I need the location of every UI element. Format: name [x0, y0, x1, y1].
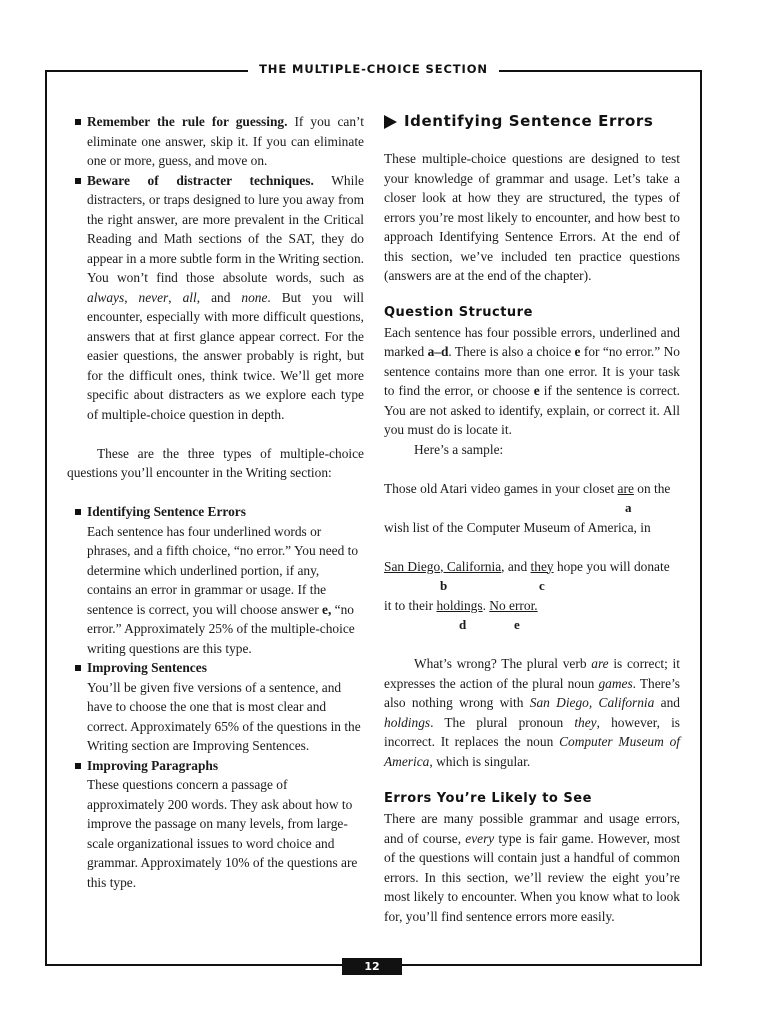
question-types-list — [67, 502, 364, 892]
choice-label-c: c — [539, 578, 545, 593]
tip-title: Remember the rule for guessing. — [87, 114, 288, 129]
text-run: , however, is incorrect. It replaces the noun — [384, 714, 681, 749]
choice-label-b: b — [440, 578, 448, 593]
emphasis-word: none — [241, 289, 268, 305]
errors-likely-heading: Errors You’re Likely to See — [384, 791, 592, 806]
section-intro: These multiple-choice questions are designed to test your knowledge of grammar and usage. Let’s take a closer look at how they are structured, the types of errors you’re most likely to encounter, and how best to approach Identifying Sentence Errors. At the end of this section, we’ve included ten practice questions (answers are at the end of the chapter). — [384, 151, 680, 283]
left-column — [67, 112, 364, 892]
errors-likely-text — [384, 809, 680, 926]
tips-list — [67, 112, 364, 424]
label-row-4 — [384, 615, 680, 635]
bullet-square-icon — [75, 665, 81, 671]
bullet-square-icon — [75, 119, 81, 125]
type-title: Improving Paragraphs — [87, 757, 219, 773]
choice-label-a: a — [625, 500, 632, 515]
text-run: What’s wrong? The plural verb — [414, 656, 592, 671]
separator: , — [168, 289, 183, 305]
sample-line-3 — [384, 557, 680, 577]
text-run: Those old Atari video games in your closet — [384, 480, 618, 496]
text-run: is correct; it expresses the action of the plural noun — [384, 656, 680, 691]
text-run: Each sentence has four possible errors, underlined and marked — [384, 324, 680, 359]
section-title-text: Identifying Sentence Errors — [404, 112, 654, 131]
bullet-square-icon — [75, 509, 81, 515]
text-run: on the — [633, 480, 671, 496]
triangle-marker-icon — [384, 115, 397, 129]
answer-letter: e, — [322, 601, 332, 617]
list-item — [67, 171, 364, 425]
page-number: 12 — [342, 958, 402, 975]
type-description: “no error.” Approximately 25% of the multiple-choice writing questions are this type. — [87, 601, 355, 656]
underlined-choice-b: San Diego, California — [384, 558, 502, 574]
emphasis-word: San Diego, California — [529, 695, 655, 710]
label-row-3 — [384, 576, 680, 596]
type-title: Improving Sentences — [87, 660, 207, 675]
types-intro: These are the three types of multiple-choice questions you’ll encounter in the Writing section: — [67, 445, 364, 480]
text-run: . There is also a choice — [448, 344, 575, 359]
emphasis-word: games — [598, 675, 633, 691]
underlined-choice-e: No error. — [489, 597, 538, 613]
bullet-square-icon — [75, 763, 81, 769]
text-run: and — [654, 695, 680, 710]
choice-label-d: d — [459, 617, 467, 632]
sample-line-2 — [384, 518, 680, 538]
bold-run: e — [533, 383, 540, 398]
list-item — [67, 502, 364, 658]
sample-line-4 — [384, 596, 680, 616]
list-item — [67, 112, 364, 171]
frame-top-rule-left — [46, 70, 248, 72]
separator: , — [124, 289, 139, 305]
emphasis-word: every — [465, 830, 495, 846]
emphasis-word: never — [138, 289, 169, 305]
text-run: if the sentence is correct. You are not asked to identify, explain, or correct it. All you must do is locate it. — [384, 383, 680, 437]
bullet-square-icon — [75, 178, 81, 184]
emphasis-word: Computer Museum of America — [384, 734, 680, 769]
choice-label-e: e — [514, 617, 520, 632]
underlined-choice-c: they — [530, 558, 554, 574]
type-description: These questions concern a passage of approximately 200 words. They ask about how to improve the passage on many levels, from large-scale organizational issues to word choice and grammar. Approximately 10% of the questions are this type. — [87, 777, 358, 890]
section-title — [384, 110, 680, 134]
label-row-1 — [384, 498, 680, 518]
tip-text: If you can’t eliminate one answer, skip it. If you can eliminate one or more, guess, and move on. — [87, 114, 364, 168]
sample-explanation — [384, 654, 680, 771]
text-run: , and — [501, 558, 531, 574]
underlined-choice-d: holdings — [436, 597, 483, 613]
sample-sentence — [384, 479, 680, 635]
sample-intro: Here’s a sample: — [414, 441, 504, 457]
spacer-row — [384, 537, 680, 557]
text-run: , which is singular. — [429, 753, 531, 769]
text-run: it to their — [384, 597, 437, 613]
frame-top-rule-right — [499, 70, 702, 72]
frame-right-rule — [700, 70, 702, 966]
tip-text: While distracters, or traps designed to lure you away from the right answer, are more prevalent in the Critical Reading and Math sections of the SAT, they do appear in a more subtle form in the Writing section. You won’t find those absolute words, such as — [87, 172, 364, 285]
question-structure-heading: Question Structure — [384, 304, 533, 320]
emphasis-word: always — [87, 289, 125, 305]
bold-run: a–d — [427, 344, 449, 359]
text-run: . The plural pronoun — [430, 714, 575, 730]
text-run: There are many possible grammar and usage errors, and of course, — [384, 811, 680, 846]
right-column — [384, 110, 680, 926]
text-run: wish list of the Computer Museum of America, in — [384, 519, 651, 535]
underlined-choice-a: are — [617, 480, 634, 496]
emphasis-word: are — [591, 656, 609, 671]
list-item — [67, 756, 364, 893]
list-item — [67, 658, 364, 756]
tip-title: Beware of distracter techniques. — [87, 172, 314, 188]
sample-line-1 — [384, 479, 680, 499]
bold-run: e — [574, 344, 581, 359]
text-run: type is fair game. However, most of the questions will contain just a handful of common errors. In this section, we’ll review the eight you’re most likely to encounter. When you know what to look for, you’ll find sentence errors more easily. — [384, 830, 681, 924]
frame-left-rule — [45, 70, 47, 966]
text-run: for “no error.” No sentence contains more than one error. It is your task to find the error, or choose — [384, 344, 680, 398]
text-run: hope you will donate — [553, 558, 670, 574]
emphasis-word: all — [182, 289, 197, 305]
type-description: Each sentence has four underlined words or phrases, and a fifth choice, “no error.” You need to determine which underlined portion, if any, contains an error in grammar or usage. If the sentence is correct, you will choose answer — [87, 523, 359, 617]
emphasis-word: holdings — [384, 714, 431, 730]
text-run: . There’s also nothing wrong with — [384, 675, 681, 710]
running-header: THE MULTIPLE-CHOICE SECTION — [259, 62, 488, 76]
type-title: Identifying Sentence Errors — [87, 504, 246, 519]
text-run: . — [482, 597, 490, 613]
emphasis-word: they — [574, 714, 597, 730]
question-structure-text — [384, 323, 680, 440]
type-description: You’ll be given five versions of a sentence, and have to choose the one that is most clear and correct. Approximately 65% of the questions in the Writing section are Improving Sentences. — [87, 679, 361, 753]
tip-text: . But you will encounter, especially with more difficult questions, answers that at first glance appear correct. For the easier questions, the answer probably is right, but for the difficult ones, think twice. We’ll get more specific about distracters as we explore each type of multiple-choice question in depth. — [87, 289, 364, 422]
separator: , and — [196, 289, 242, 305]
